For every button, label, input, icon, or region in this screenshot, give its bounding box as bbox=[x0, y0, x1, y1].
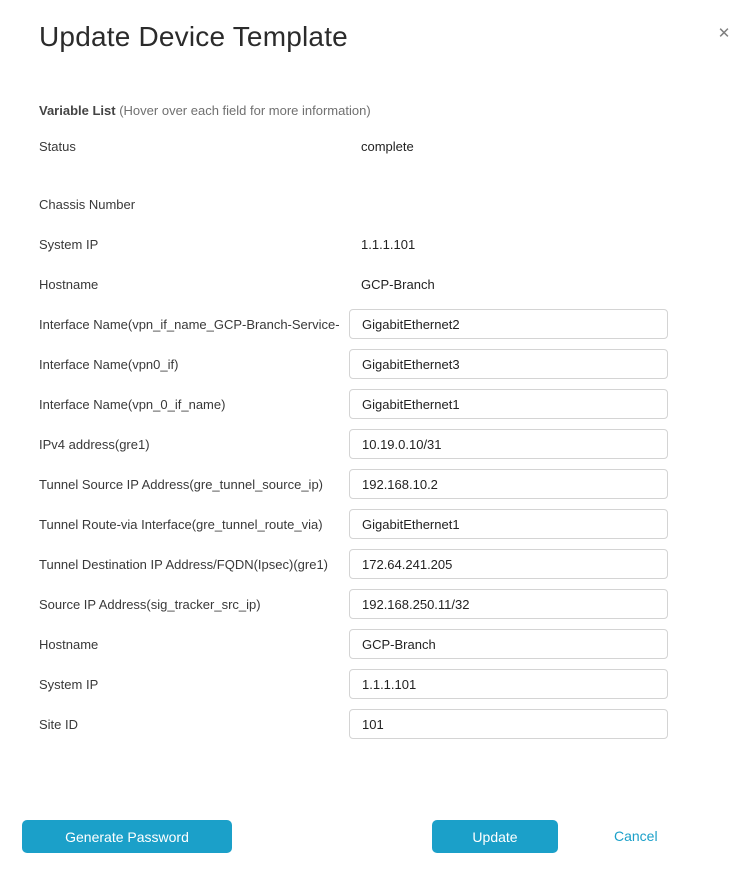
field-row bbox=[39, 131, 713, 161]
field-row bbox=[39, 589, 713, 619]
field-row bbox=[39, 389, 713, 419]
system-ip-2-input[interactable] bbox=[349, 669, 668, 699]
tunnel-source-ip-address-label: Tunnel Source IP Address(gre_tunnel_source_ip) bbox=[39, 476, 324, 492]
page-title: Update Device Template bbox=[39, 21, 348, 52]
cancel-button[interactable]: Cancel bbox=[614, 828, 658, 844]
variable-rows bbox=[39, 131, 713, 739]
site-id-label: Site ID bbox=[39, 716, 79, 732]
field-row bbox=[39, 669, 713, 699]
system-ip-2-label: System IP bbox=[39, 676, 99, 692]
interface-name-vpn-0-if-name-input[interactable] bbox=[349, 389, 668, 419]
ipv4-address-gre1-label: IPv4 address(gre1) bbox=[39, 436, 150, 452]
field-row bbox=[39, 629, 713, 659]
generate-password-button[interactable]: Generate Password bbox=[22, 820, 232, 853]
hostname-2-input[interactable] bbox=[349, 629, 668, 659]
field-row bbox=[39, 189, 713, 219]
source-ip-address-input[interactable] bbox=[349, 589, 668, 619]
status-value: complete bbox=[361, 138, 414, 154]
interface-name-vpn-if-name-gcp-branch-service-input[interactable] bbox=[349, 309, 668, 339]
tunnel-source-ip-address-input[interactable] bbox=[349, 469, 668, 499]
field-row bbox=[39, 229, 713, 259]
interface-name-vpn0-if-input[interactable] bbox=[349, 349, 668, 379]
field-row bbox=[39, 309, 713, 339]
interface-name-vpn0-if-label: Interface Name(vpn0_if) bbox=[39, 356, 179, 372]
update-device-template-modal bbox=[0, 20, 752, 885]
system-ip-label: System IP bbox=[39, 236, 99, 252]
tunnel-route-via-interface-label: Tunnel Route-via Interface(gre_tunnel_route_via) bbox=[39, 516, 323, 532]
hostname-value: GCP-Branch bbox=[361, 276, 435, 292]
site-id-input[interactable] bbox=[349, 709, 668, 739]
update-button[interactable]: Update bbox=[432, 820, 558, 853]
hostname-2-label: Hostname bbox=[39, 636, 99, 652]
field-row bbox=[39, 549, 713, 579]
system-ip-value: 1.1.1.101 bbox=[361, 236, 416, 252]
close-icon[interactable]: ✕ bbox=[717, 25, 731, 42]
field-row bbox=[39, 469, 713, 499]
variable-list-heading bbox=[39, 103, 713, 119]
variable-list-hint: (Hover over each field for more information) bbox=[119, 103, 371, 118]
field-row bbox=[39, 269, 713, 299]
tunnel-route-via-interface-input[interactable] bbox=[349, 509, 668, 539]
modal-footer bbox=[0, 820, 752, 853]
hostname-label: Hostname bbox=[39, 276, 99, 292]
source-ip-address-label: Source IP Address(sig_tracker_src_ip) bbox=[39, 596, 261, 612]
tunnel-destination-ip-address-input[interactable] bbox=[349, 549, 668, 579]
status-label: Status bbox=[39, 138, 76, 154]
variable-list-label: Variable List bbox=[39, 103, 116, 118]
interface-name-vpn-0-if-name-label: Interface Name(vpn_0_if_name) bbox=[39, 396, 226, 412]
field-row bbox=[39, 709, 713, 739]
ipv4-address-gre1-input[interactable] bbox=[349, 429, 668, 459]
field-row bbox=[39, 509, 713, 539]
field-row bbox=[39, 349, 713, 379]
chassis-number-label: Chassis Number bbox=[39, 196, 136, 212]
tunnel-destination-ip-address-label: Tunnel Destination IP Address/FQDN(Ipsec)(gre1) bbox=[39, 556, 329, 572]
interface-name-vpn-if-name-gcp-branch-service-label: Interface Name(vpn_if_name_GCP-Branch-Service- bbox=[39, 316, 340, 332]
field-row bbox=[39, 429, 713, 459]
